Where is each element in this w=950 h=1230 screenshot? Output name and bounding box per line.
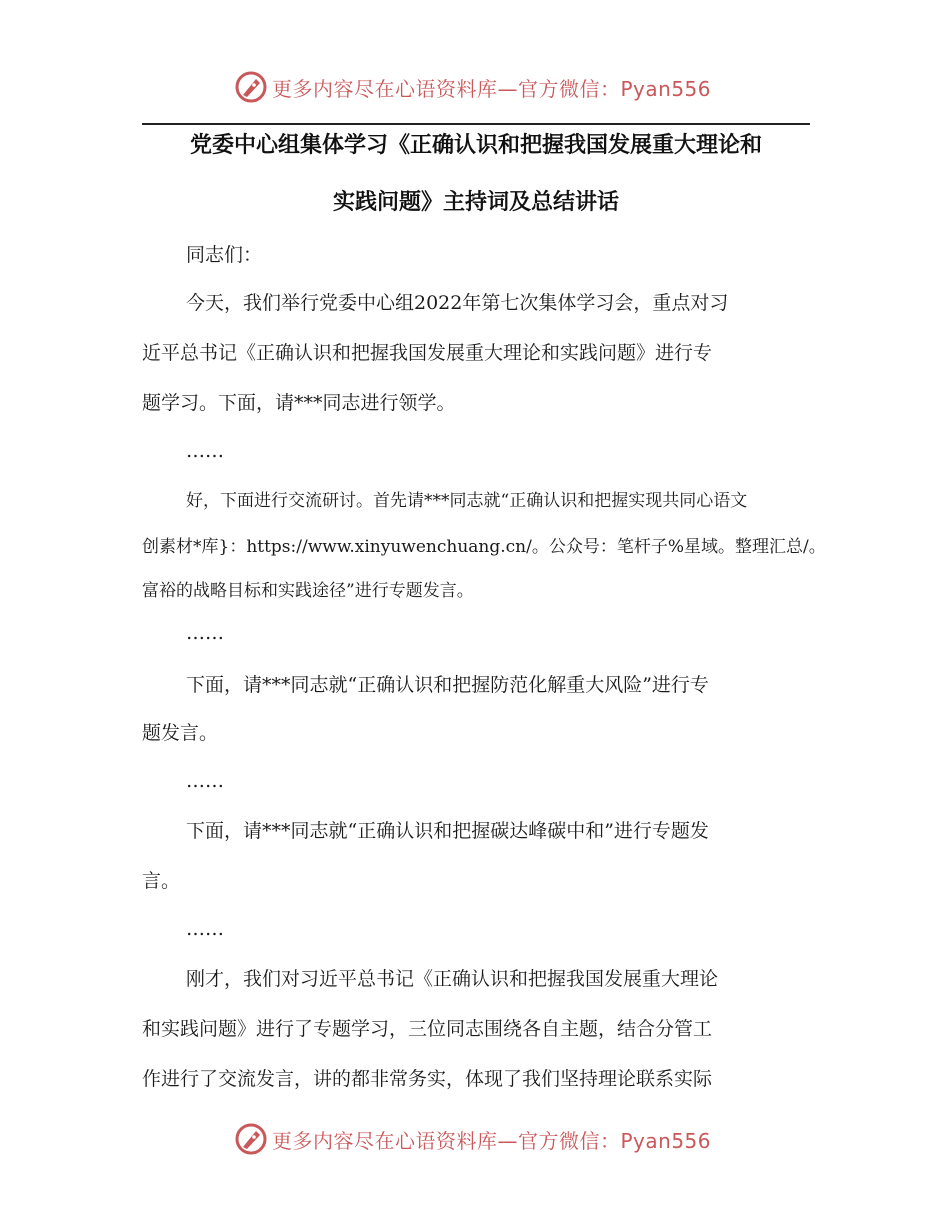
body-line: 同志们： [186, 244, 263, 266]
body-line: 今天，我们举行党委中心组2022年第七次集体学习会，重点对习 [186, 292, 729, 314]
body-line: …… [186, 440, 224, 462]
body-line: …… [186, 918, 224, 940]
body-line: 言。 [142, 870, 181, 892]
body-line: 题发言。 [142, 722, 219, 744]
header-divider [142, 123, 810, 125]
body-line: 下面，请***同志就“正确认识和把握碳达峰碳中和”进行专题发 [186, 820, 709, 842]
body-line: 下面，请***同志就“正确认识和把握防范化解重大风险”进行专 [186, 674, 709, 696]
body-line: 近平总书记《正确认识和把握我国发展重大理论和实践问题》进行专 [142, 342, 713, 364]
document-title-line-2: 实践问题》主持词及总结讲话 [332, 190, 619, 215]
pen-nib-logo-icon [234, 70, 268, 104]
body-line: 好，下面进行交流研讨。首先请***同志就“正确认识和把握实现共同心语文 [186, 491, 748, 511]
header-banner-text: 更多内容尽在心语资料库—官方微信：Pyan556 [272, 76, 712, 101]
pen-nib-logo-icon [234, 1122, 268, 1156]
footer-banner-text: 更多内容尽在心语资料库—官方微信：Pyan556 [272, 1128, 712, 1153]
body-line: …… [186, 770, 224, 792]
document-title-line-1: 党委中心组集体学习《正确认识和把握我国发展重大理论和 [189, 133, 762, 158]
body-line: 作进行了交流发言，讲的都非常务实，体现了我们坚持理论联系实际 [142, 1068, 713, 1090]
body-line: 富裕的战略目标和实践途径”进行专题发言。 [142, 581, 474, 601]
body-line: 题学习。下面，请***同志进行领学。 [142, 392, 456, 414]
body-line: 刚才，我们对习近平总书记《正确认识和把握我国发展重大理论 [186, 968, 719, 990]
footer-banner [0, 1118, 950, 1162]
body-line: 和实践问题》进行了专题学习，三位同志围绕各自主题，结合分管工 [142, 1018, 713, 1040]
header-banner [0, 66, 950, 110]
body-line: 创素材*库}：https://www.xinyuwenchuang.cn/。公众号：笔杆子%星域。整理汇总/。 [142, 537, 826, 557]
body-line: …… [186, 622, 224, 644]
